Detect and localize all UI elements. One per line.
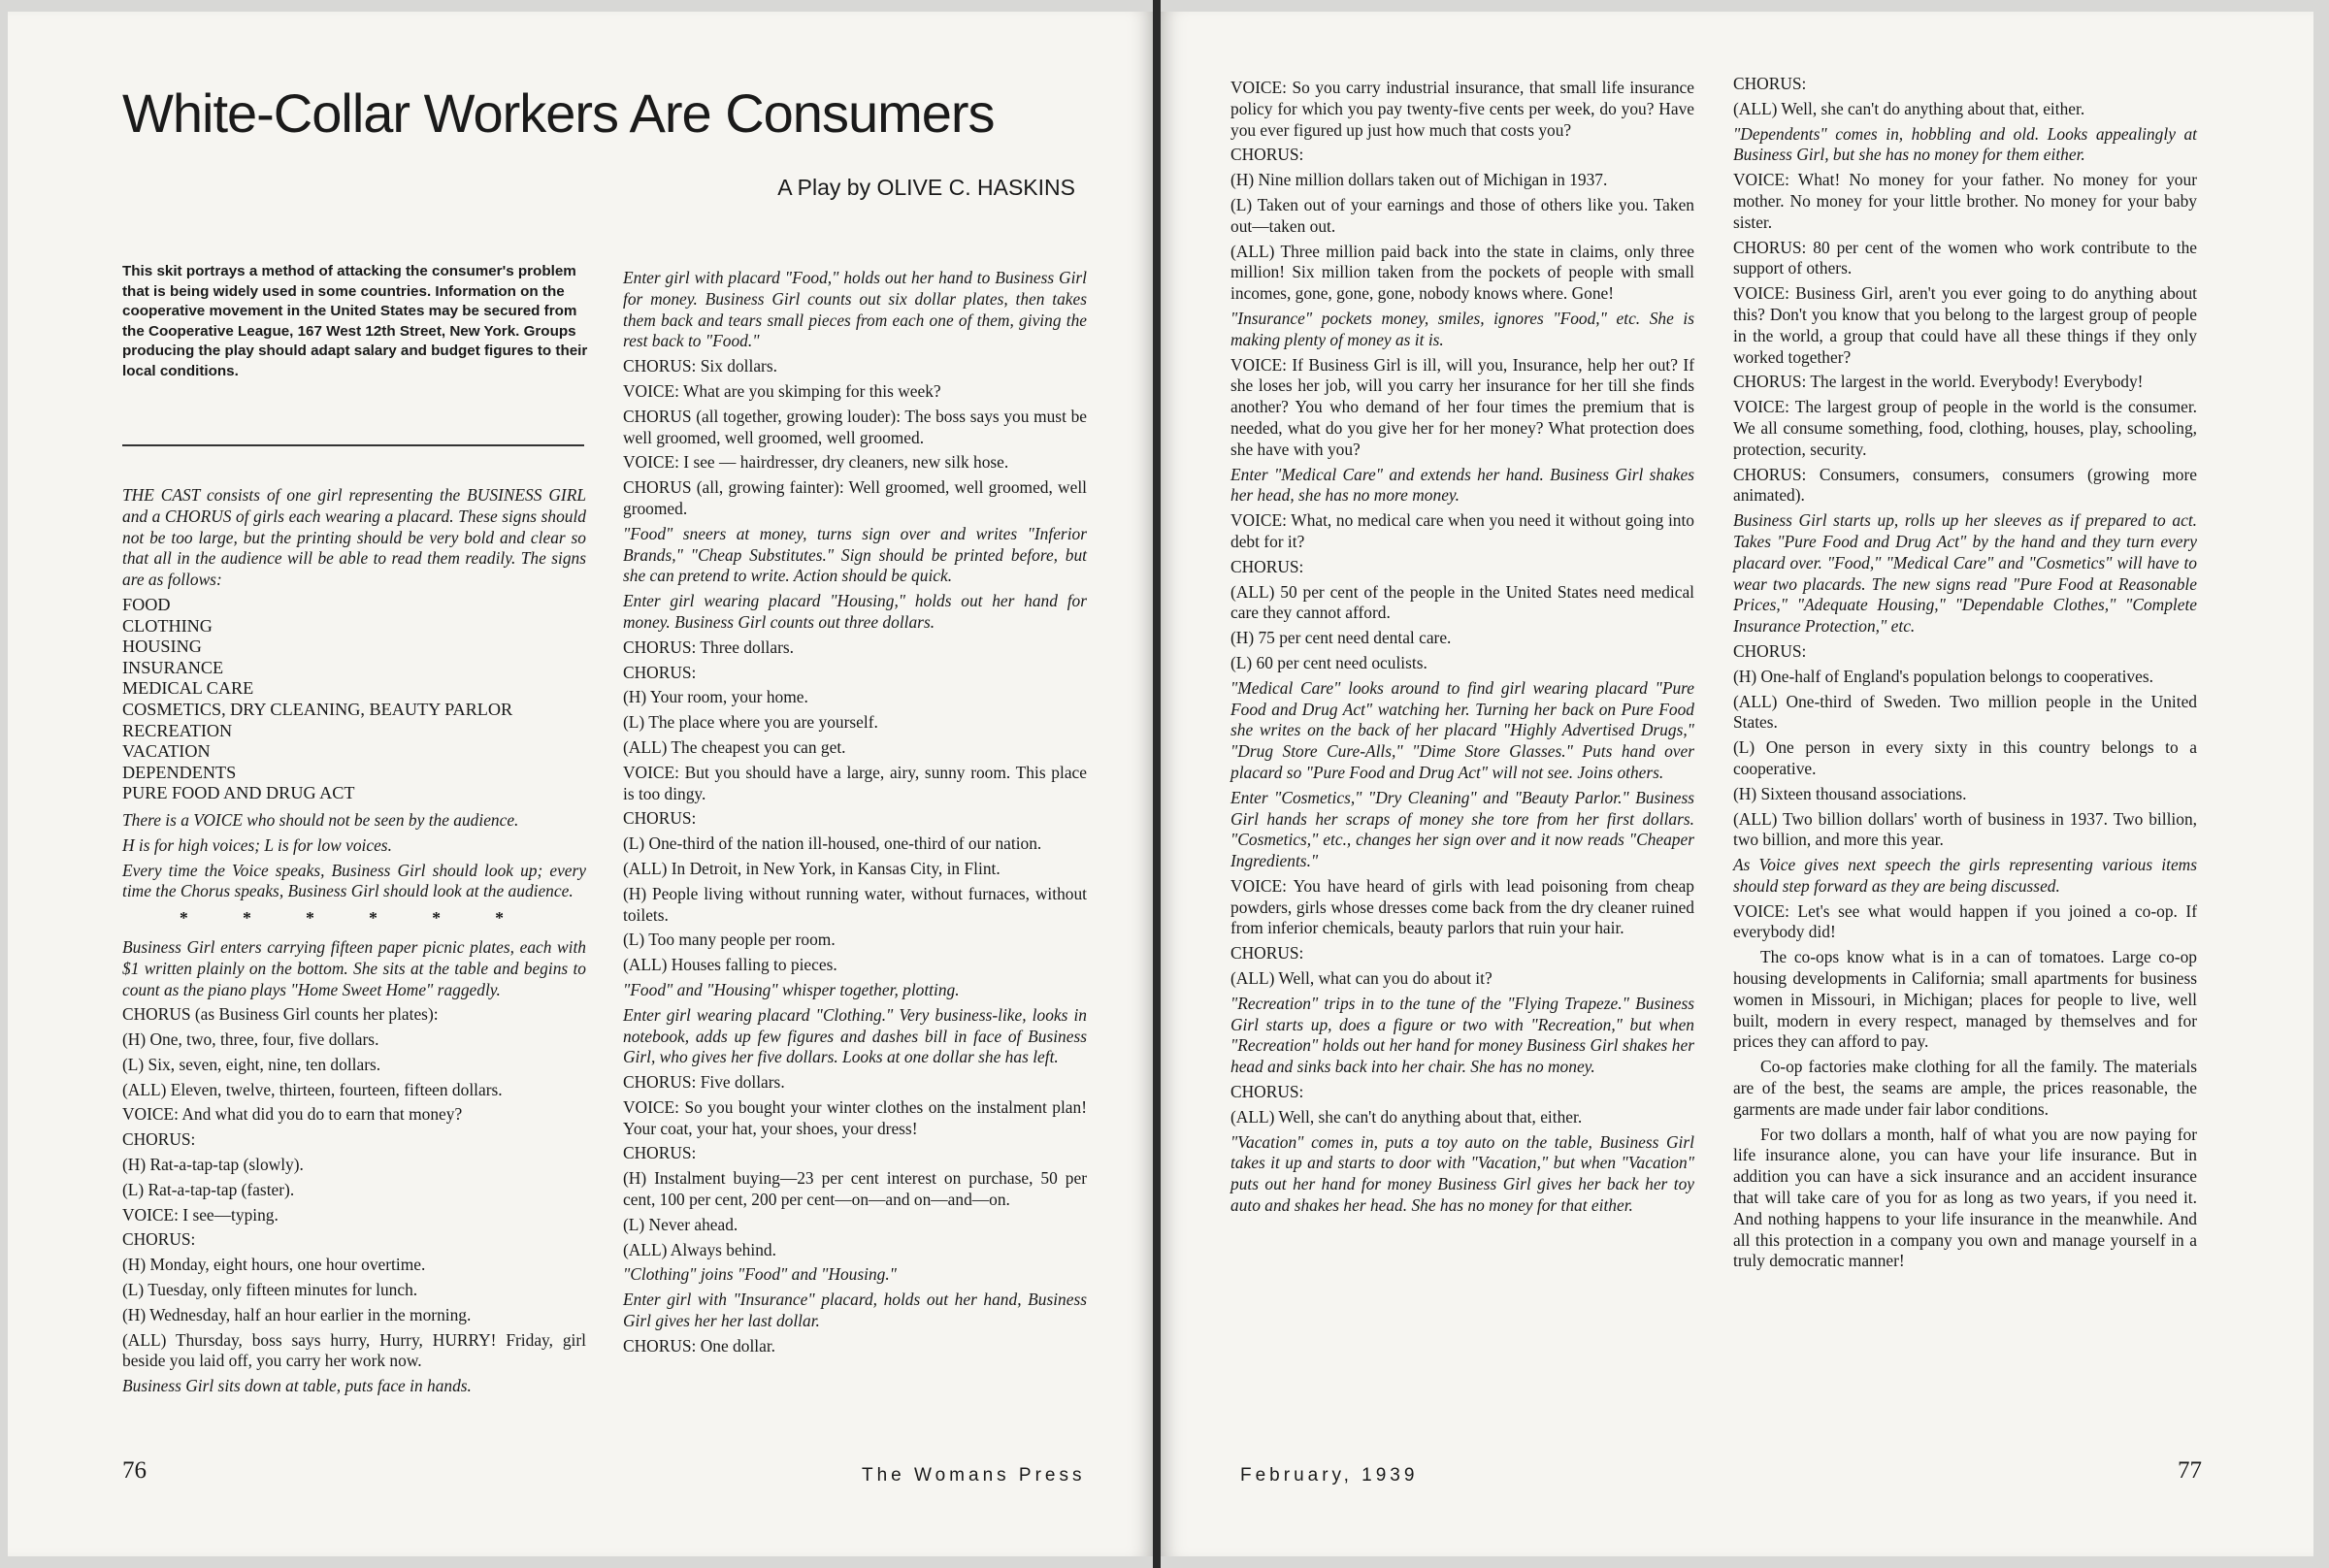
stage-direction: "Vacation" comes in, puts a toy auto on the table, Business Girl takes it up and starts to door with "Vacation," but when "Vacation" puts out her hand for money Business Girl gives her back her toy auto and shakes her head. She has no money for that either. xyxy=(1230,1131,1694,1216)
sign-item: INSURANCE xyxy=(122,657,224,677)
dialogue-line: CHORUS: xyxy=(1230,556,1304,576)
dialogue-line: (L) Rat-a-tap-tap (faster). xyxy=(122,1179,295,1199)
dialogue-line: CHORUS: Six dollars. xyxy=(623,356,777,376)
dialogue-line: (H) Instalment buying—23 per cent interest on purchase, 50 per cent, 100 per cent, 200 per cent—on—and on—and—on. xyxy=(623,1168,1087,1210)
stage-direction: "Food" and "Housing" whisper together, plotting. xyxy=(623,979,960,999)
stage-direction: "Medical Care" looks around to find girl wearing placard "Pure Food and Drug Act" watching her. Turning her back on Pure Food she writes on the back of her placard "Highly Advertised Drugs," "Drug Store Cure-Alls," "Dime Store Glasses." Puts hand over placard so "Pure Food and Drug Act" will not see. Joins others. xyxy=(1230,677,1694,782)
dialogue-line: (ALL) Thursday, boss says hurry, Hurry, HURRY! Friday, girl beside you laid off, you carry her work now. xyxy=(122,1329,586,1371)
sign-item: FOOD xyxy=(122,594,171,614)
dialogue-line: (L) The place where you are yourself. xyxy=(623,712,878,733)
dialogue-line: CHORUS: xyxy=(1230,943,1304,964)
dialogue-line: (H) One, two, three, four, five dollars. xyxy=(122,1029,379,1050)
column-4 xyxy=(1733,74,2197,1276)
dialogue-line: (L) Never ahead. xyxy=(623,1214,738,1234)
dialogue-line: VOICE: What are you skimping for this week? xyxy=(623,380,941,401)
byline: A Play by OLIVE C. HASKINS xyxy=(777,175,1075,200)
dialogue-line: VOICE: I see—typing. xyxy=(122,1204,279,1225)
dialogue-line: (L) Six, seven, eight, nine, ten dollars. xyxy=(122,1054,381,1074)
voice-note: There is a VOICE who should not be seen by the audience. xyxy=(122,809,519,830)
dialogue-line: CHORUS: One dollar. xyxy=(623,1335,775,1356)
dialogue-line: VOICE: And what did you do to earn that money? xyxy=(122,1104,463,1125)
dialogue-line: (ALL) Always behind. xyxy=(623,1239,776,1259)
dialogue-line: CHORUS: xyxy=(122,1229,196,1250)
stage-direction: Business Girl enters carrying fifteen paper picnic plates, each with $1 written plainly on the bottom. She sits at the table and begins to count as the piano plays "Home Sweet Home" raggedly. xyxy=(122,936,586,999)
page-number-right: 77 xyxy=(2178,1457,2202,1484)
dialogue-line: VOICE: But you should have a large, airy, sunny room. This place is too dingy. xyxy=(623,762,1087,803)
dialogue-line: CHORUS: xyxy=(1230,1082,1304,1102)
dialogue-line: (H) Monday, eight hours, one hour overtime. xyxy=(122,1255,426,1275)
intro-rule xyxy=(122,444,584,446)
body-paragraph: Co-op factories make clothing for all the family. The materials are of the best, the seams are ample, the prices reasonable, the garments are made under fair labor conditions. xyxy=(1733,1057,2197,1119)
column-1 xyxy=(122,485,586,1401)
stage-direction: Business Girl sits down at table, puts face in hands. xyxy=(122,1376,472,1396)
stage-direction: "Recreation" trips in to the tune of the "Flying Trapeze." Business Girl starts up, does a figure or two with "Recreation," but when "Recreation" holds out her hand for money Business Girl shakes her head and sinks back into her chair. She has no money. xyxy=(1230,993,1694,1077)
dialogue-line: CHORUS: xyxy=(623,662,697,682)
stage-direction: "Clothing" joins "Food" and "Housing." xyxy=(623,1264,897,1285)
body-paragraph: For two dollars a month, half of what you are now paying for life insurance alone, you can have your life insurance. But in addition you can have a sick insurance and an accident insurance that will take care of you for as long as two years, if you need it. And nothing happens to your life insurance in the meanwhile. And all this protection in a company you own and manage yourself in a truly democratic manner! xyxy=(1733,1124,2197,1271)
dialogue-line: (ALL) In Detroit, in New York, in Kansas City, in Flint. xyxy=(623,858,1000,878)
running-head-left: The Womans Press xyxy=(862,1465,1086,1486)
dialogue-line: (ALL) Eleven, twelve, thirteen, fourteen, fifteen dollars. xyxy=(122,1079,503,1099)
dialogue-line: (ALL) Three million paid back into the state in claims, only three million! Six million taken from the pockets of people with small incomes, gone, gone, gone, nobody knows where. Gone! xyxy=(1230,241,1694,304)
dialogue-line: CHORUS: 80 per cent of the women who work contribute to the support of others. xyxy=(1733,237,2197,278)
dialogue-line: CHORUS: xyxy=(1733,74,1807,93)
dialogue-line: (ALL) Well, she can't do anything about that, either. xyxy=(1230,1106,1583,1127)
book-gutter xyxy=(1153,0,1161,1568)
dialogue-line: (H) Sixteen thousand associations. xyxy=(1733,783,1967,803)
column-2 xyxy=(623,268,1087,1361)
stage-direction: Business Girl starts up, rolls up her sleeves as if prepared to act. Takes "Pure Food and Drug Act" by the hand and they turn every placard over. "Food," "Medical Care" and "Cosmetics" will have to wear two placards. The new signs read "Pure Food at Reasonable Prices," "Adequate Housing," "Dependable Clothes," "Complete Insurance Protection," etc. xyxy=(1733,510,2197,637)
dialogue-line: VOICE: Let's see what would happen if you joined a co-op. If everybody did! xyxy=(1733,900,2197,942)
dialogue-line: CHORUS (all together, growing louder): The boss says you must be well groomed, well groomed, well groomed. xyxy=(623,406,1087,447)
dialogue-line: CHORUS (as Business Girl counts her plates): xyxy=(122,1004,439,1025)
dialogue-line: (H) Your room, your home. xyxy=(623,687,808,707)
dialogue-line: (ALL) One-third of Sweden. Two million people in the United States. xyxy=(1733,691,2197,733)
left-page xyxy=(8,12,1153,1556)
section-break: * * * * * * xyxy=(180,908,529,929)
dialogue-line: (ALL) Two billion dollars' worth of business in 1937. Two billion, two billion, and more this year. xyxy=(1733,808,2197,850)
dialogue-line: VOICE: You have heard of girls with lead poisoning from cheap powders, girls whose dresses come back from the dry cleaner ruined from inferior chemicals, beauty parlors that ruin your hair. xyxy=(1230,875,1694,938)
dialogue-line: (H) People living without running water, without furnaces, without toilets. xyxy=(623,883,1087,925)
dialogue-line: CHORUS: Five dollars. xyxy=(623,1072,785,1093)
dialogue-line: VOICE: Business Girl, aren't you ever going to do anything about this? Don't you know that you belong to the largest group of people in the world, a group that could have all these things if they only worked together? xyxy=(1733,283,2197,367)
dialogue-line: (H) Rat-a-tap-tap (slowly). xyxy=(122,1155,304,1175)
dialogue-line: (L) Taken out of your earnings and those of others like you. Taken out—taken out. xyxy=(1230,194,1694,236)
dialogue-line: VOICE: So you carry industrial insurance, that small life insurance policy for which you pay twenty-five cents per week, do you? Have you ever figured up just how much that costs you? xyxy=(1230,78,1694,140)
stage-direction: "Dependents" comes in, hobbling and old. Looks appealingly at Business Girl, but she has no money for them either. xyxy=(1733,123,2197,165)
stage-direction: Enter girl wearing placard "Clothing." Very business-like, looks in notebook, adds up few figures and dashes bill in face of Business Girl, who gives her five dollars. Looks at one dollar she has left. xyxy=(623,1004,1087,1067)
running-head-right: February, 1939 xyxy=(1240,1465,1419,1486)
dialogue-line: VOICE: What! No money for your father. No money for your mother. No money for your little brother. No money for your baby sister. xyxy=(1733,170,2197,232)
dialogue-line: (H) Wednesday, half an hour earlier in the morning. xyxy=(122,1304,472,1324)
dialogue-line: (L) 60 per cent need oculists. xyxy=(1230,652,1427,672)
dialogue-line: CHORUS: xyxy=(623,1143,697,1163)
sign-item: COSMETICS, DRY CLEANING, BEAUTY PARLOR xyxy=(122,699,513,719)
dialogue-line: (ALL) Houses falling to pieces. xyxy=(623,955,837,975)
article-title: White-Collar Workers Are Consumers xyxy=(122,82,995,144)
dialogue-line: (H) One-half of England's population belongs to cooperatives. xyxy=(1733,666,2153,686)
stage-direction: "Food" sneers at money, turns sign over and writes "Inferior Brands," "Cheap Substitutes." Sign should be printed before, but she can pretend to write. Action should be quick. xyxy=(623,523,1087,586)
dialogue-line: CHORUS: xyxy=(122,1129,196,1150)
sign-item: RECREATION xyxy=(122,720,233,740)
dialogue-line: (H) 75 per cent need dental care. xyxy=(1230,628,1452,648)
stage-direction: Enter "Cosmetics," "Dry Cleaning" and "Beauty Parlor." Business Girl hands her scraps of money she tore from her first dollars. "Cosmetics," etc., changes her sign over and it now reads "Cheaper Ingredients." xyxy=(1230,787,1694,871)
look-note: Every time the Voice speaks, Business Girl should look up; every time the Chorus speaks, Business Girl should look at the audience. xyxy=(122,860,586,901)
dialogue-line: CHORUS (all, growing fainter): Well groomed, well groomed, well groomed. xyxy=(623,477,1087,518)
cast-description: THE CAST consists of one girl representing the BUSINESS GIRL and a CHORUS of girls each wearing a placard. These signs should not be too large, but the printing should be very bold and clear so that all in the audience will be able to read them readily. The signs are as follows: xyxy=(122,485,586,590)
intro-blurb: This skit portrays a method of attacking the consumer's problem that is being widely used in some countries. Information on the cooperative movement in the United States may be secured from the Cooperative League, 167 West 12th Street, New York. Groups producing the play should adapt salary and budget figures to their local conditions. xyxy=(122,263,588,379)
page-number-left: 76 xyxy=(122,1457,147,1484)
dialogue-line: CHORUS: xyxy=(1733,640,1807,661)
sign-item: HOUSING xyxy=(122,637,202,657)
sign-item: DEPENDENTS xyxy=(122,762,237,782)
sign-item: MEDICAL CARE xyxy=(122,678,254,699)
dialogue-line: VOICE: If Business Girl is ill, will you, Insurance, help her out? If she loses her job, will you carry her insurance for her till she finds another? You who demand of her four times the premium that is needed, what do you give her for her money? What protection does she have with you? xyxy=(1230,354,1694,459)
sign-item: VACATION xyxy=(122,741,211,762)
dialogue-line: (L) One person in every sixty in this country belongs to a cooperative. xyxy=(1733,737,2197,778)
dialogue-line: CHORUS: xyxy=(623,808,697,829)
stage-direction: Enter girl with placard "Food," holds out her hand to Business Girl for money. Business Girl counts out six dollar plates, then takes them back and tears small pieces from each one of them, giving the rest back to "Food." xyxy=(623,268,1087,351)
dialogue-line: CHORUS: Consumers, consumers, consumers (growing more animated). xyxy=(1733,464,2197,506)
dialogue-line: (L) Tuesday, only fifteen minutes for lunch. xyxy=(122,1280,418,1300)
dialogue-line: (ALL) The cheapest you can get. xyxy=(623,736,846,757)
sign-item: CLOTHING xyxy=(122,615,213,636)
dialogue-line: VOICE: I see — hairdresser, dry cleaners, new silk hose. xyxy=(623,452,1009,473)
hl-note: H is for high voices; L is for low voices. xyxy=(122,834,392,855)
dialogue-line: (L) Too many people per room. xyxy=(623,930,836,950)
stage-direction: Enter "Medical Care" and extends her hand. Business Girl shakes her head, she has no more money. xyxy=(1230,464,1694,506)
stage-direction: Enter girl with "Insurance" placard, holds out her hand, Business Girl gives her her last dollar. xyxy=(623,1290,1087,1331)
dialogue-line: VOICE: What, no medical care when you need it without going into debt for it? xyxy=(1230,510,1694,551)
dialogue-line: (ALL) Well, she can't do anything about that, either. xyxy=(1733,98,2085,118)
column-3 xyxy=(1230,78,1694,1221)
dialogue-line: CHORUS: The largest in the world. Everybody! Everybody! xyxy=(1733,372,2144,392)
dialogue-line: (H) Nine million dollars taken out of Michigan in 1937. xyxy=(1230,170,1608,190)
stage-direction: As Voice gives next speech the girls representing various items should step forward as they are being discussed. xyxy=(1733,855,2197,896)
sign-item: PURE FOOD AND DRUG ACT xyxy=(122,783,355,803)
dialogue-line: (ALL) 50 per cent of the people in the United States need medical care they cannot afford. xyxy=(1230,581,1694,623)
body-paragraph: The co-ops know what is in a can of tomatoes. Large co-op housing developments in California; small apartments for business women in Missouri, in Michigan; places for people to live, well built, modern in every respect, managed by themselves and for prices they can afford to pay. xyxy=(1733,947,2197,1052)
stage-direction: "Insurance" pockets money, smiles, ignores "Food," etc. She is making plenty of money as it is. xyxy=(1230,308,1694,349)
right-page xyxy=(1161,12,2313,1556)
sign-list xyxy=(122,595,586,804)
dialogue-line: CHORUS: xyxy=(1230,145,1304,165)
stage-direction: Enter girl wearing placard "Housing," holds out her hand for money. Business Girl counts out three dollars. xyxy=(623,591,1087,632)
dialogue-line: (ALL) Well, what can you do about it? xyxy=(1230,968,1493,989)
dialogue-line: VOICE: The largest group of people in the world is the consumer. We all consume something, food, clothing, houses, play, schooling, protection, security. xyxy=(1733,397,2197,459)
dialogue-line: (L) One-third of the nation ill-housed, one-third of our nation. xyxy=(623,833,1042,854)
dialogue-line: CHORUS: Three dollars. xyxy=(623,637,794,657)
dialogue-line: VOICE: So you bought your winter clothes on the instalment plan! Your coat, your hat, your shoes, your dress! xyxy=(623,1096,1087,1138)
